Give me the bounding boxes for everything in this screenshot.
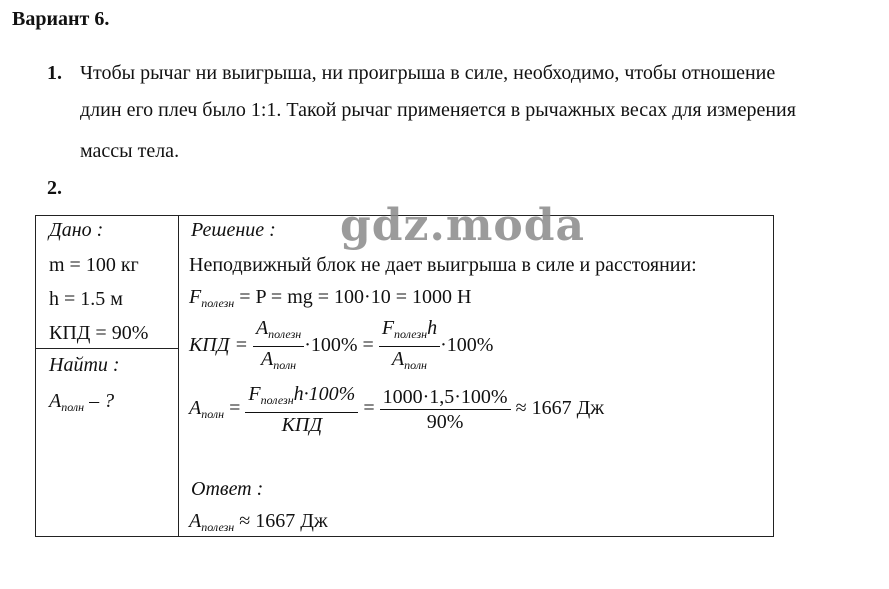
fraction-total-work-symbolic: $\frac{F_{полезн}h\cdot 100\%}{\text{КПД}}$ xyxy=(245,382,358,437)
question-1-line-1: Чтобы рычаг ни выигрыша, ни проигрыша в силе, необходимо, чтобы отношение xyxy=(80,62,776,84)
formula-force: $F_{полезн} = P$ = mg = 100·10 = 1000 Н xyxy=(189,286,472,310)
solution-table xyxy=(35,215,774,537)
solution-header: Решение : xyxy=(191,219,276,241)
table-column-divider xyxy=(178,216,179,536)
find-rest: – ? xyxy=(84,390,115,412)
find-symbol: A xyxy=(49,390,62,412)
find-header: Найти : xyxy=(49,354,120,376)
question-1-number: 1. xyxy=(47,62,62,84)
question-2-number: 2. xyxy=(47,177,62,199)
answer-header: Ответ : xyxy=(191,478,264,500)
find-quantity xyxy=(49,390,114,415)
given-efficiency: КПД = 90% xyxy=(49,322,149,344)
find-subscript: полн xyxy=(61,400,85,414)
given-mass: m = 100 кг xyxy=(49,254,139,276)
given-header: Дано : xyxy=(49,219,104,241)
fraction-a-ratio: $\frac{A_{полезн}}{A_{полн}}$ xyxy=(253,316,304,377)
solution-statement: Неподвижный блок не дает выигрыша в силе и расстоянии: xyxy=(189,254,697,276)
given-height: h = 1.5 м xyxy=(49,288,123,310)
watermark-logo: gdz.moda xyxy=(340,200,586,251)
page-title: Вариант 6. xyxy=(12,8,110,30)
question-1-line-3: массы тела. xyxy=(80,140,180,162)
formula-total-work: $A_{полн}$ = $\frac{F_{полезн}h\cdot 100\%}{\text{КПД}}$ = $\frac{1000\cdot 1,5\cdot 100\%}{90\%}$ ≈ 1667 Дж xyxy=(189,383,605,436)
fraction-total-work-numeric: $\frac{1000\cdot 1,5\cdot 100\%}{90\%}$ xyxy=(380,385,511,434)
formula-efficiency: КПД = $\frac{A_{полезн}}{A_{полн}}$ ·100% = $\frac{F_{полезн}h}{A_{полн}}$ ·100% xyxy=(189,316,493,377)
answer-value: $A_{полезн} \approx 1667$ Дж xyxy=(189,510,328,534)
question-1-line-2: длин его плеч было 1:1. Такой рычаг применяется в рычажных весах для измерения xyxy=(80,99,796,121)
fraction-fh-ratio: $\frac{F_{полезн}h}{A_{полн}}$ xyxy=(379,316,440,377)
table-row-divider xyxy=(36,348,178,349)
